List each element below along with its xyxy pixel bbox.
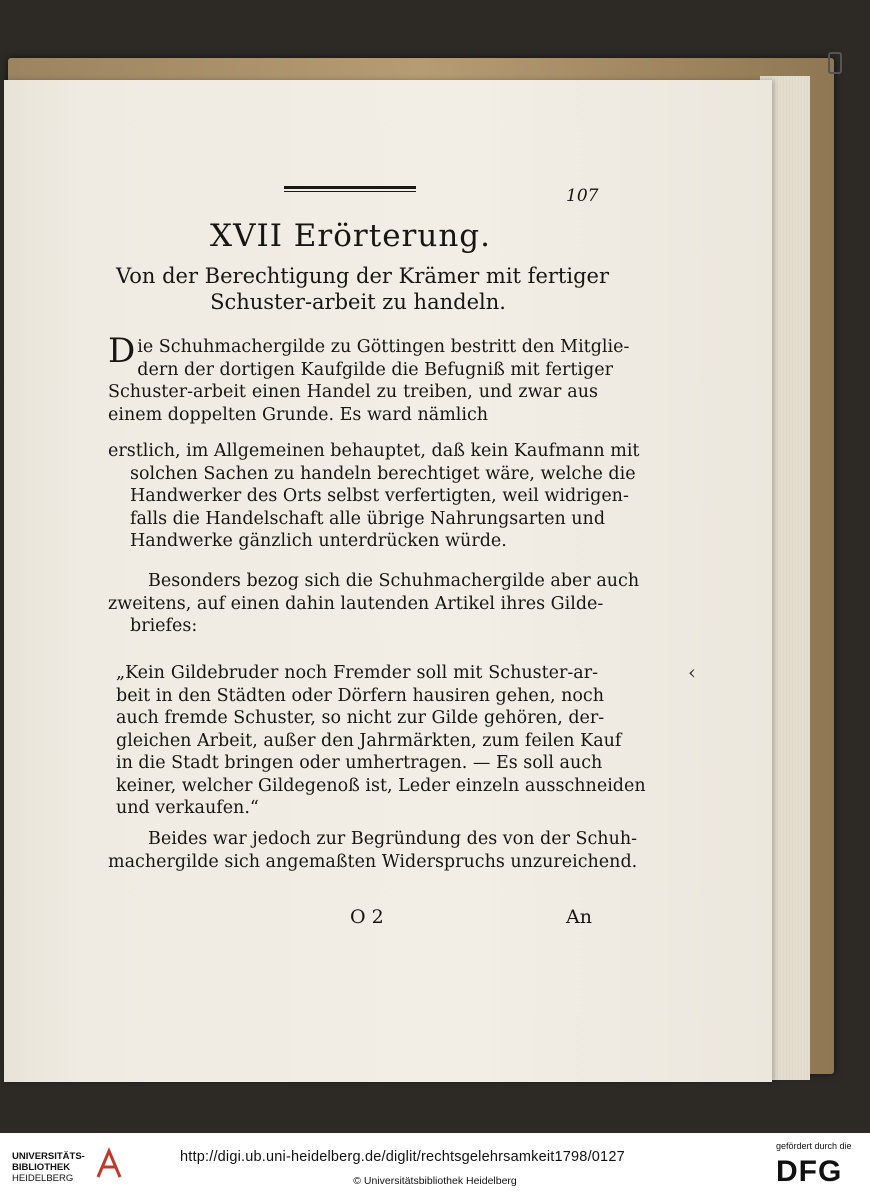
- text-line: auch fremde Schuster, so nicht zur Gilde gehören, der-: [116, 708, 605, 728]
- copyright-notice: © Universitätsbibliothek Heidelberg: [353, 1175, 517, 1187]
- text-line: solchen Sachen zu handeln berechtiget wäre, welche die: [130, 463, 636, 484]
- paragraph-5: [108, 828, 638, 873]
- text-line: dern der dortigen Kaufgilde die Befugniß mit fertiger: [137, 359, 613, 380]
- text-line: Schuster-arbeit einen Handel zu treiben, und zwar aus: [108, 382, 598, 402]
- footer-bar: [0, 1133, 870, 1197]
- text-line: einem doppelten Grunde. Es ward nämlich: [108, 404, 489, 425]
- text-line: Beides war jedoch zur Begründung des von der Schuh-: [148, 829, 638, 849]
- text-line: in die Stadt bringen oder umhertragen. — Es soll auch: [116, 753, 603, 773]
- signature-mark: O 2: [350, 906, 384, 928]
- quoted-article: [116, 662, 646, 820]
- page-number: 107: [566, 186, 599, 206]
- text-line: falls die Handelschaft alle übrige Nahrungsarten und: [130, 508, 606, 529]
- text-line: machergilde sich angemaßten Widerspruchs unzureichend.: [108, 851, 638, 872]
- text-line: erstlich, im Allgemeinen behauptet, daß kein Kaufmann mit: [108, 441, 640, 461]
- text-line: und verkaufen.“: [116, 798, 259, 818]
- paragraph-3: [108, 570, 640, 638]
- dfg-caption: gefördert durch die: [776, 1141, 852, 1151]
- library-name-line-2: BIBLIOTHEK: [12, 1162, 71, 1173]
- text-line: beit in den Städten oder Dörfern hausiren gehen, noch: [116, 685, 605, 706]
- subtitle-line-1: Von der Berechtigung der Krämer mit fertiger: [116, 264, 609, 288]
- text-line: zweitens, auf einen dahin lautenden Artikel ihres Gilde-: [108, 593, 604, 614]
- text-line: ie Schuhmachergilde zu Göttingen bestritt den Mitglie-: [137, 337, 630, 357]
- library-name-line-3: HEIDELBERG: [12, 1173, 74, 1184]
- text-line: Handwerke gänzlich unterdrücken würde.: [130, 531, 507, 551]
- paragraph-1: [108, 331, 630, 426]
- subtitle-line-2: Schuster-arbeit zu handeln.: [210, 290, 506, 314]
- library-name-line-1: UNIVERSITÄTS-: [12, 1151, 85, 1162]
- text-line: „Kein Gildebruder noch Fremder soll mit Schuster-ar-: [116, 663, 598, 683]
- section-heading: XVII Erörterung.: [210, 218, 491, 254]
- text-line: keiner, welcher Gildegenoß ist, Leder einzeln ausschneiden: [116, 775, 646, 796]
- margin-mark: ‹: [688, 660, 696, 684]
- paragraph-2: [108, 440, 640, 553]
- text-line: Handwerker des Orts selbst verfertigten, weil widrigen-: [130, 486, 629, 506]
- text-line: gleichen Arbeit, außer den Jahrmärkten, zum feilen Kauf: [116, 730, 622, 751]
- text-line: Besonders bezog sich die Schuhmachergilde aber auch: [148, 571, 640, 591]
- drop-capital: D: [108, 331, 136, 371]
- text-line: briefes:: [130, 616, 198, 636]
- dfg-logo: DFG: [776, 1155, 843, 1188]
- catchword: An: [566, 906, 592, 928]
- binding-clip: [828, 52, 842, 74]
- permalink-url[interactable]: http://digi.ub.uni-heidelberg.de/diglit/rechtsgelehrsamkeit1798/0127: [180, 1149, 625, 1165]
- header-rule: [284, 186, 416, 192]
